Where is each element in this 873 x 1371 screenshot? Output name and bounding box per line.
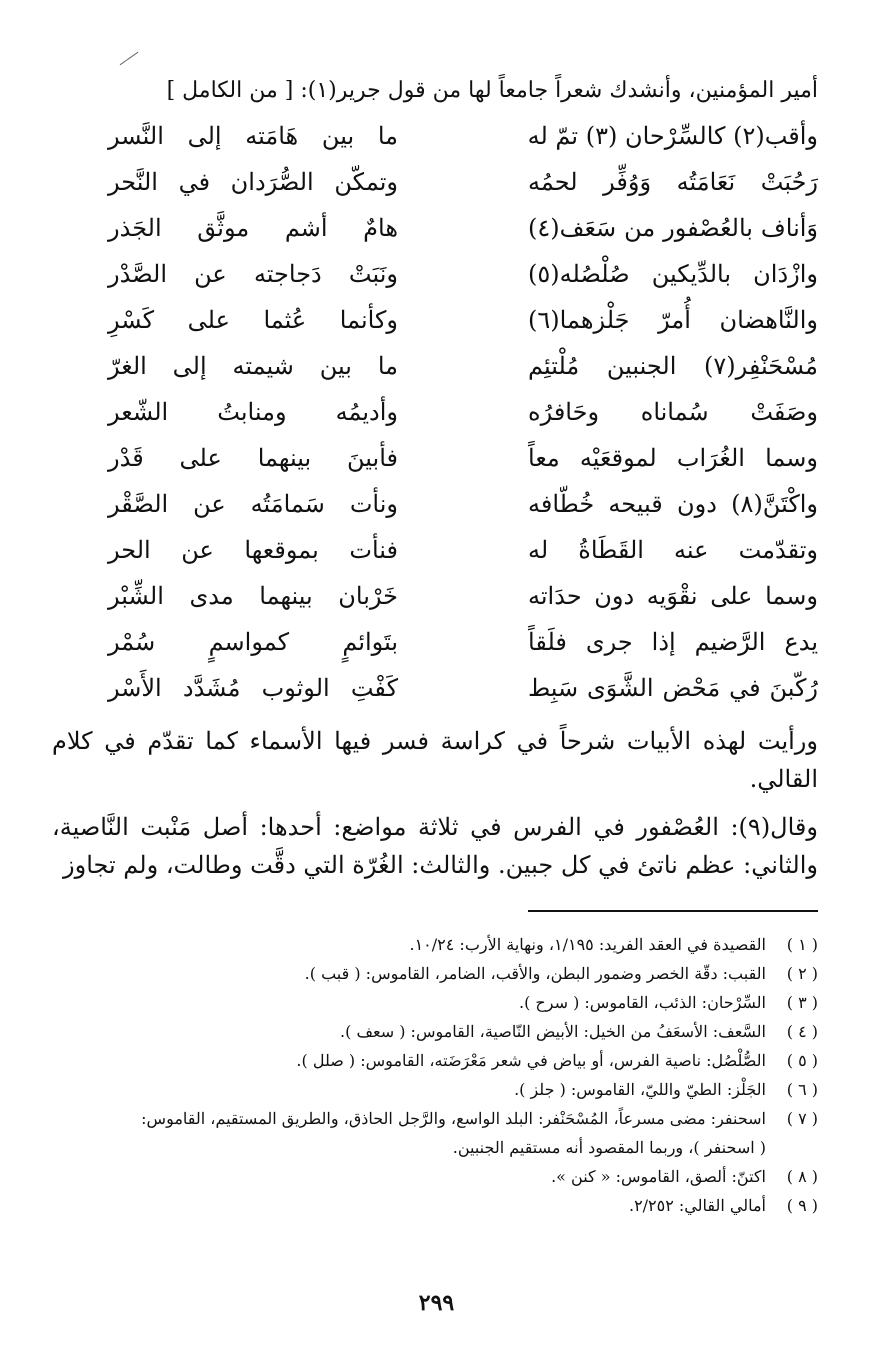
verse-first-hemistich: وأقب(٢) كالسِّرْحان (٣) تمّ له	[527, 122, 818, 150]
footnote-text: السِّرْحان: الذئب، القاموس: ( سرح ).	[519, 993, 766, 1012]
verse-first-hemistich: رُكّبنَ في مَحْض الشَّوَى سَبِط	[528, 674, 818, 702]
verse-line	[108, 398, 818, 444]
verse-second-hemistich: وتمكّن الصُّرَدان في النَّحر	[108, 168, 398, 196]
footnote-text: أمالي القالي: ٢/٢٥٢.	[628, 1196, 766, 1215]
verse-second-hemistich: ونَبَتْ دَجاجته عن الصَّدْر	[108, 260, 398, 288]
verse-line	[108, 674, 818, 720]
verse-first-hemistich: يدع الرَّضيم إذا جرى فلَقاً	[528, 628, 818, 656]
verse-first-hemistich: رَحُبَتْ نَعَامَتُه وَوُفِّر لحمُه	[528, 168, 818, 196]
footnote-number: ( ٣ )	[786, 993, 818, 1012]
footnote-text: اكتنّ: ألصق، القاموس: « كنن ».	[551, 1167, 766, 1186]
verse-second-hemistich: هامٌ أشم موثَّق الجَذر	[108, 214, 398, 242]
verse-first-hemistich: مُسْحَنْفِر(٧) الجنبين مُلْتئِم	[528, 352, 818, 380]
footnote-number: ( ٢ )	[786, 964, 818, 983]
footnote-text: الجَلْز: الطيّ والليّ، القاموس: ( جلز ).	[514, 1080, 766, 1099]
footnote	[48, 1191, 818, 1220]
footnote-number: ( ٩ )	[786, 1196, 818, 1215]
footnote-number: ( ٤ )	[786, 1022, 818, 1041]
footnote	[48, 1075, 818, 1104]
verse-line	[108, 168, 818, 214]
verse-line	[108, 582, 818, 628]
footnote-text: القصيدة في العقد الفريد: ١/١٩٥، ونهاية الأرب: ١٠/٢٤.	[409, 935, 766, 954]
verse-line	[108, 306, 818, 352]
verse-first-hemistich: وصَفَتْ سُماناه وحَافرُه	[528, 398, 818, 426]
verse-line	[108, 628, 818, 674]
pencil-mark	[120, 52, 139, 65]
verse-second-hemistich: وكأنما عُثما على كَسْرِ	[108, 306, 398, 334]
footnote-number: ( ٥ )	[786, 1051, 818, 1070]
footnote-continuation: ( اسحنفر )، وربما المقصود أنه مستقيم الجنبين.	[452, 1138, 766, 1157]
verse-line	[108, 352, 818, 398]
verse-first-hemistich: وسما الغُرَاب لموقعَيْه معاً	[528, 444, 818, 472]
footnote-number: ( ٨ )	[786, 1167, 818, 1186]
verse-line	[108, 444, 818, 490]
verse-first-hemistich: وَأناف بالعُصْفور من سَعَف(٤)	[528, 214, 818, 242]
footnote-text: القبب: دقّة الخصر وضمور البطن، والأقب، الضامر، القاموس: ( قبب ).	[304, 964, 766, 983]
verse-second-hemistich: خَرْبان بينهما مدى الشِّبْر	[108, 582, 398, 610]
footnote-number: ( ٦ )	[786, 1080, 818, 1099]
page-number: ٢٩٩	[418, 1290, 455, 1316]
footnote	[48, 959, 818, 988]
footnote	[48, 930, 818, 959]
footnote-number: ( ١ )	[786, 935, 818, 954]
footnote-number: ( ٧ )	[786, 1109, 818, 1128]
verse-second-hemistich: وأديمُه ومنابتُ الشّعر	[108, 398, 398, 426]
verse-line	[108, 260, 818, 306]
footnote-text: اسحنفر: مضى مسرعاً، المُسْحَنْفر: البلد الواسع، والرَّجل الحاذق، والطريق المستقيم، القاموس:	[141, 1109, 766, 1128]
verse-second-hemistich: ما بين شيمته إلى الغرّ	[108, 352, 398, 380]
footnote	[48, 988, 818, 1017]
verse-first-hemistich: وتقدّمت عنه القَطَاةُ له	[528, 536, 818, 564]
footnote-text: الصُّلْصُل: ناصية الفرس، أو بياض في شعر مَعْرَضَته، القاموس: ( صلل ).	[296, 1051, 766, 1070]
verse-line	[108, 490, 818, 536]
verse-line	[108, 536, 818, 582]
footnote	[48, 1162, 818, 1191]
verse-first-hemistich: واكْتَنَّ(٨) دون قبيحه خُطّافه	[528, 490, 818, 518]
footnote-divider	[528, 910, 818, 912]
verse-second-hemistich: كَفْتِ الوثوب مُشَدَّد الأَسْر	[108, 674, 398, 702]
footnote	[48, 1017, 818, 1046]
verse-first-hemistich: وسما على نقْوَيه دون حدَاته	[528, 582, 818, 610]
verse-first-hemistich: وازْدَان بالدِّيكين صُلْصُله(٥)	[528, 260, 818, 288]
verse-second-hemistich: فأبينَ بينهما على قَدْر	[108, 444, 398, 472]
poem	[108, 122, 818, 720]
footnote-text: السَّعف: الأسعَفُ من الخيل: الأبيض النّاصية، القاموس: ( سعف ).	[340, 1022, 766, 1041]
verse-second-hemistich: ما بين هَامَته إلى النَّسر	[108, 122, 398, 150]
verse-second-hemistich: ونأت سَمامَتُه عن الصَّقْر	[108, 490, 398, 518]
footnote	[48, 1104, 818, 1133]
paragraph-quote: وقال(٩): العُصْفور في الفرس في ثلاثة مواضع: أحدها: أصل مَنْبت النَّاصية، والثاني: عظم ناتئ في كل جبين. والثالث: الغُرّة التي دقَّت وطالت، ولم تجاوز	[52, 813, 818, 879]
paragraph-commentary: ورأيت لهذه الأبيات شرحاً في كراسة فسر فيها الأسماء كما تقدّم في كلام القالي.	[52, 727, 818, 793]
footnotes	[48, 930, 818, 1220]
verse-line	[108, 122, 818, 168]
verse-second-hemistich: فنأت بموقعها عن الحر	[108, 536, 398, 564]
intro-line: أمير المؤمنين، وأنشدك شعراً جامعاً لها من قول جرير(١): [ من الكامل ]	[166, 78, 818, 103]
verse-second-hemistich: بتَوائمٍ كمواسمٍ سُمْر	[108, 628, 398, 656]
verse-first-hemistich: والنَّاهضان أُمرّ جَلْزهما(٦)	[528, 306, 818, 334]
verse-line	[108, 214, 818, 260]
footnote	[48, 1046, 818, 1075]
